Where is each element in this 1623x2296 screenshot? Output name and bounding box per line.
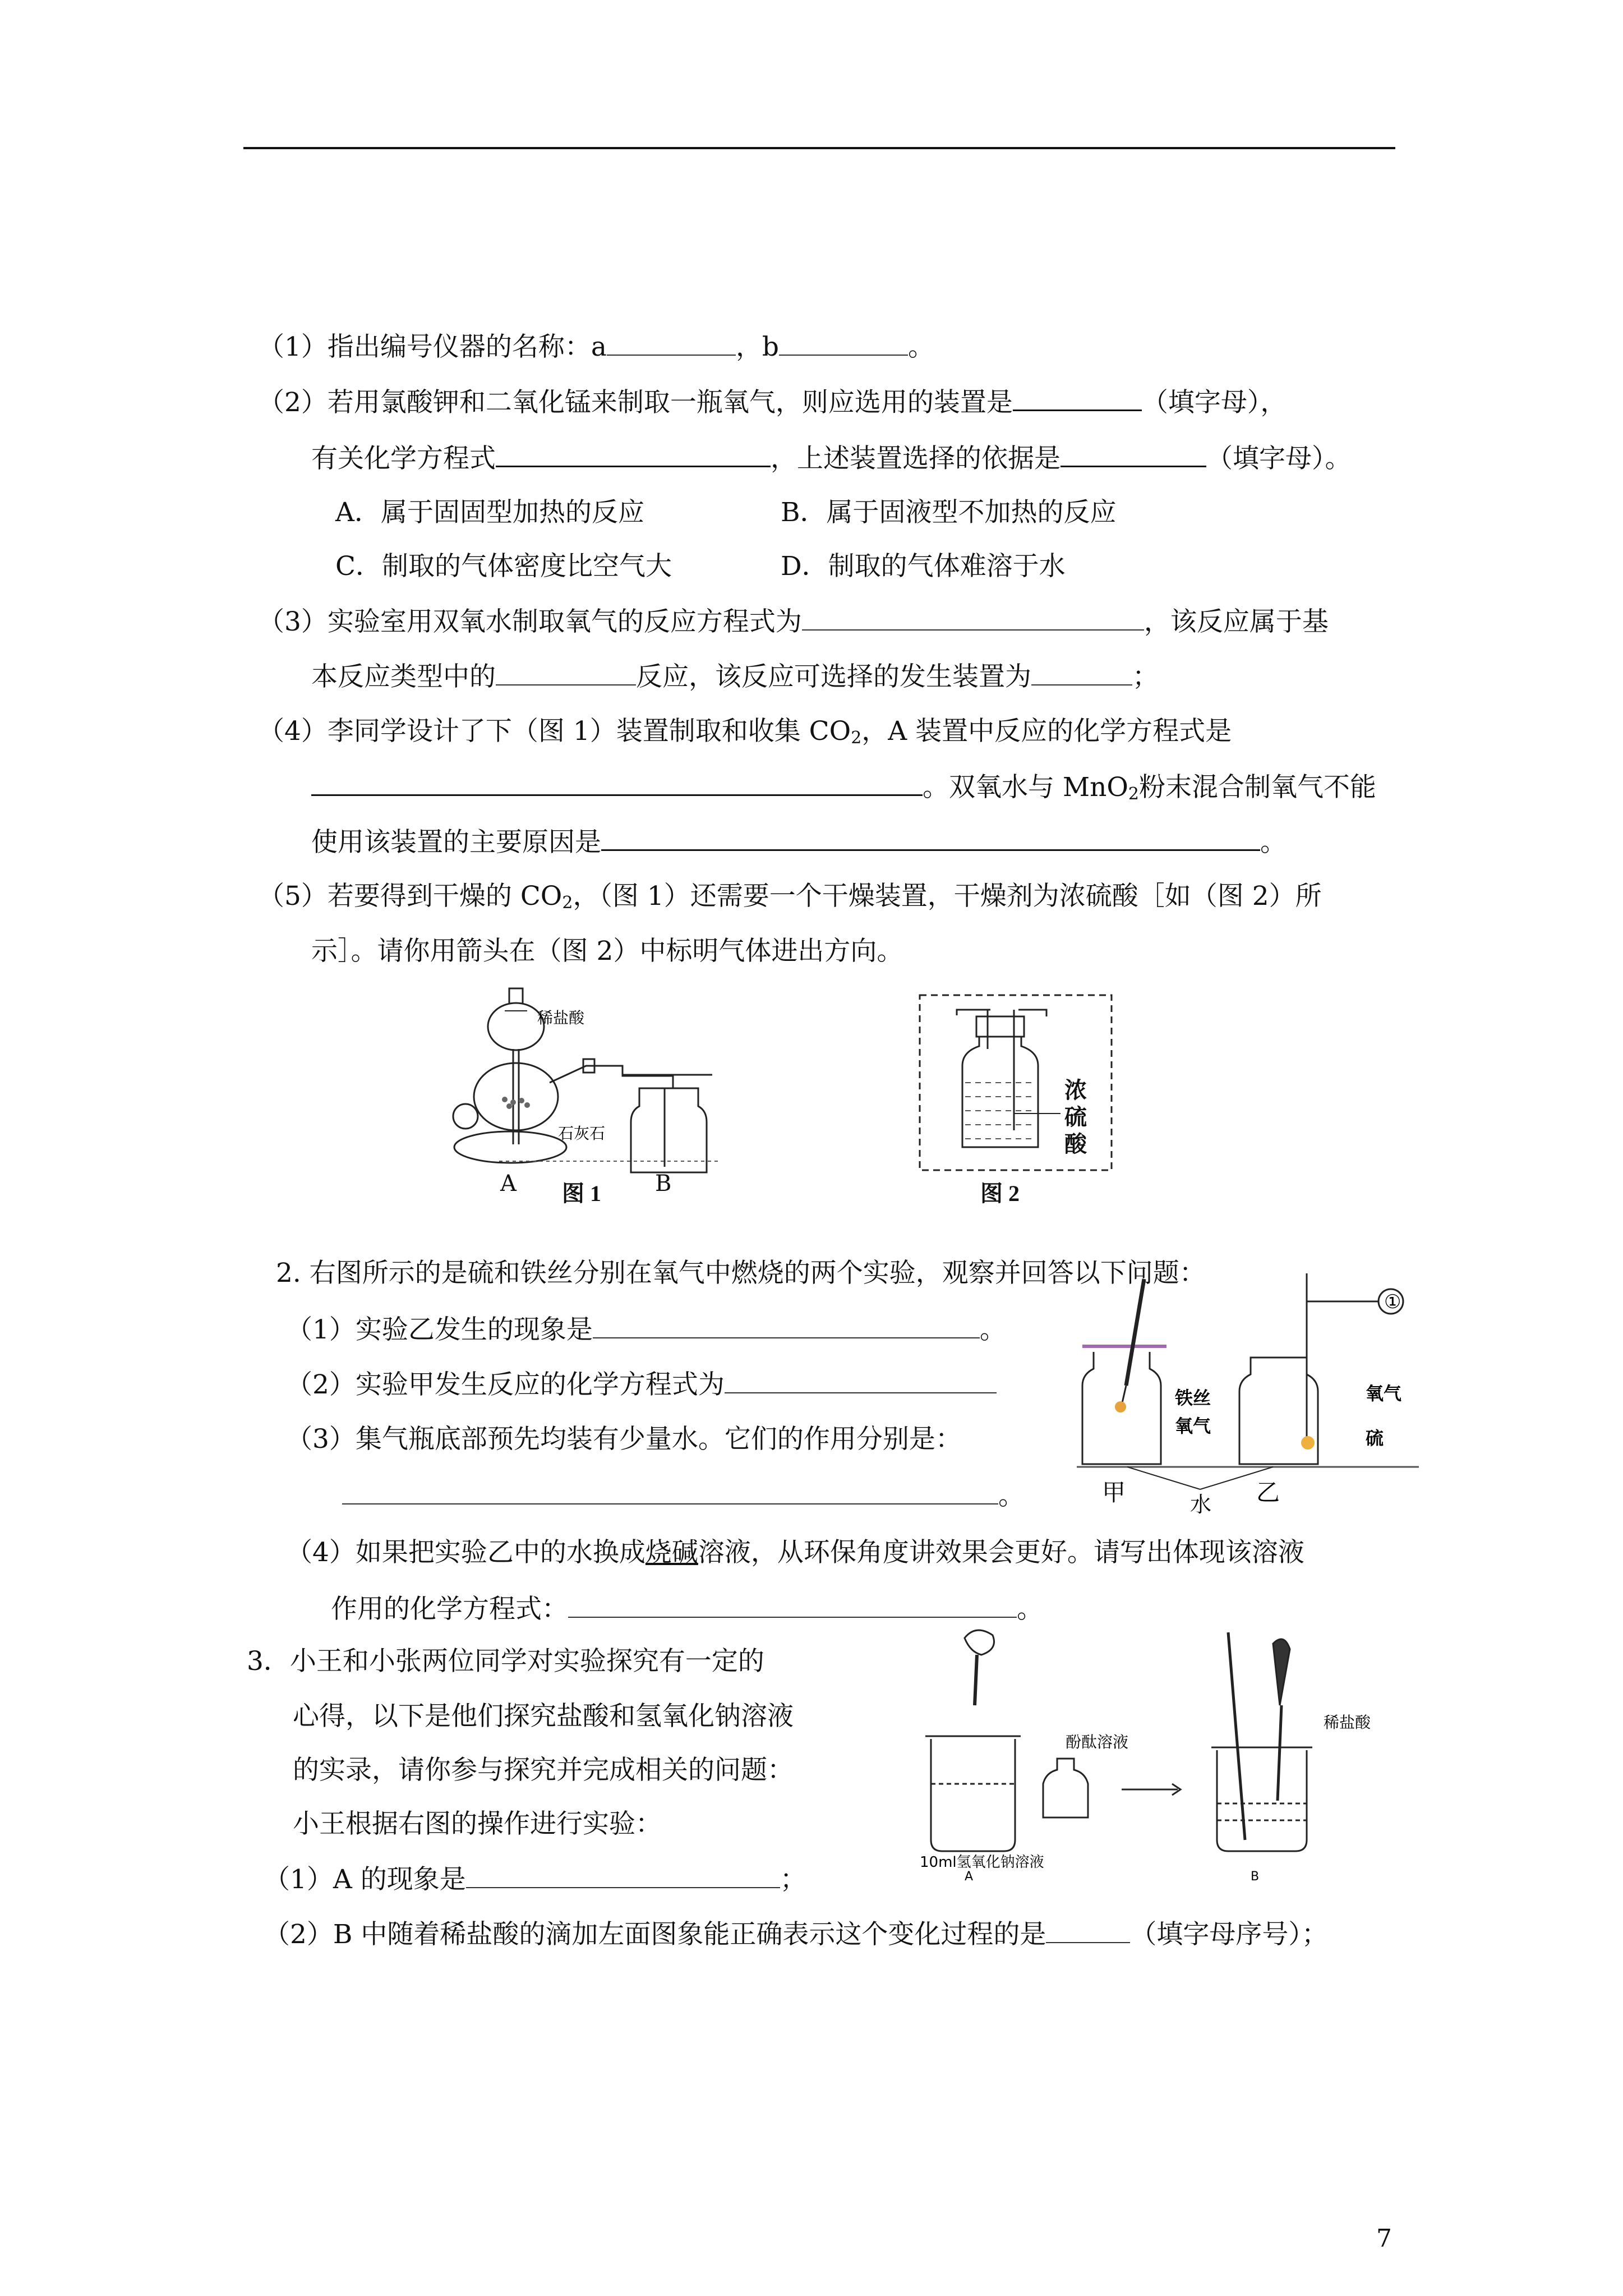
q3-line2: 心得，以下是他们探究盐酸和氢氧化钠溶液 [293,1701,794,1732]
q1-part3-line2: 本反应类型中的 反应，该反应可选择的发生装置为 ； [311,660,1159,694]
figure-1-apparatus [443,976,735,1178]
q1-part3-line1: （3）实验室用双氧水制取氧气的反应方程式为 ，该反应属于基 [258,605,1329,639]
figure-neutralization [914,1621,1419,1885]
q2-part4-line1: （4）如果把实验乙中的水换成烧碱溶液，从环保角度讲效果会更好。请写出体现该溶液 [286,1537,1304,1568]
answer-blank-a[interactable] [607,330,736,356]
q1-part5-line2: 示］。请你用箭头在（图 2）中标明气体进出方向。 [311,936,903,967]
answer-blank-graph-choice[interactable] [1046,1917,1130,1943]
q1-part2-line1: （2）若用氯酸钾和二氧化锰来制取一瓶氧气，则应选用的装置是 （填字母）， [258,385,1287,420]
q1-part5-line1: （5）若要得到干燥的 $CO_2$，（图 1）还需要一个干燥装置，干燥剂为浓硫酸［如（图 2）所 [258,881,1322,913]
label-dilute-hcl-3: 稀盐酸 [1324,1713,1371,1732]
answer-blank-a-phenomenon[interactable] [466,1862,780,1888]
q3-part1: （1）A 的现象是 ； [264,1862,806,1897]
q1-part4-line3: 使用该装置的主要原因是 。 [311,825,1287,859]
q1-part1: （1）指出编号仪器的名称：a ，b 。 [258,330,934,364]
q3-line1: 3．小王和小张两位同学对实验探究有一定的 [247,1646,764,1677]
q2-part4-line2: 作用的化学方程式： 。 [331,1592,1043,1626]
q2-part1: （1）实验乙发生的现象是 。 [286,1313,1006,1347]
q1-part4-line1: （4）李同学设计了下（图 1）装置制取和收集 $CO_2$，A 装置中反应的化学方程式是 [258,716,1232,748]
option-c: C．制取的气体密度比空气大 [335,551,672,582]
q1-part2-line2: 有关化学方程式 ，上述装置选择的依据是 （填字母）。 [311,441,1352,476]
label-beaker-b: B [1251,1870,1260,1884]
label-dilute-hcl: 稀盐酸 [537,1009,585,1027]
option-a: A．属于固固型加热的反应 [335,497,644,528]
fig1-label-a: A [500,1171,517,1197]
option-b: B．属于固液型不加热的反应 [781,497,1117,528]
option-d: D．制取的气体难溶于水 [781,551,1066,582]
label-limestone: 石灰石 [558,1124,606,1143]
answer-blank-naoh-equation[interactable] [568,1592,1017,1618]
answer-blank-generator[interactable] [1031,660,1132,685]
answer-blank-phenomenon[interactable] [593,1313,980,1338]
label-beaker-a: A [965,1870,974,1884]
answer-blank-co2-equation[interactable] [311,770,923,796]
q2-part2: （2）实验甲发生反应的化学方程式为 [286,1368,997,1402]
answer-blank-iron-equation[interactable] [725,1368,997,1393]
answer-blank-basis[interactable] [1061,441,1206,467]
label-yi: 乙 [1256,1479,1280,1506]
answer-blank-apparatus[interactable] [1013,385,1142,411]
q3-line3: 的实录，请你参与探究并完成相关的问题： [293,1755,794,1786]
label-water: 水 [1190,1492,1212,1517]
q2-part3-answer: 。 [342,1479,1025,1513]
label-oxygen-left: 氧气 [1175,1415,1211,1437]
figure-sulfur-iron-combustion [1060,1273,1419,1520]
answer-blank-reason[interactable] [601,825,1260,851]
label-jia: 甲 [1102,1479,1126,1506]
answer-blank-reaction-type[interactable] [496,660,636,685]
header-rule [243,147,1395,149]
q2-intro: 2. 右图所示的是硫和铁丝分别在氧气中燃烧的两个实验，观察并回答以下问题： [276,1258,1206,1289]
label-circle-1: ① [1384,1291,1401,1313]
answer-blank-equation[interactable] [496,441,771,467]
fig2-caption: 图 2 [980,1181,1020,1206]
label-naoh-solution: 10ml氢氧化钠溶液 [920,1854,1044,1871]
label-iron-wire: 铁丝 [1175,1387,1211,1409]
page-number: 7 [1376,2224,1392,2253]
fig1-label-b: B [655,1171,672,1197]
q3-part2: （2）B 中随着稀盐酸的滴加左面图象能正确表示这个变化过程的是 （填字母序号）； [264,1917,1328,1952]
fig1-caption: 图 1 [562,1181,601,1206]
label-phenolphthalein: 酚酞溶液 [1066,1733,1129,1751]
answer-blank-h2o2-equation[interactable] [802,605,1144,631]
label-oxygen-right: 氧气 [1366,1383,1402,1404]
answer-blank-water-role[interactable] [342,1479,998,1504]
answer-blank-b[interactable] [779,330,908,356]
q2-part3: （3）集气瓶底部预先均装有少量水。它们的作用分别是： [286,1424,962,1455]
label-conc-sulfuric-acid: 浓硫酸 [1064,1078,1087,1157]
q3-line4: 小王根据右图的操作进行实验： [293,1809,662,1839]
q1-part4-line2: 。双氧水与 MnO$_2$粉末混合制氧气不能 [311,770,1376,811]
label-sulfur: 硫 [1366,1428,1384,1449]
